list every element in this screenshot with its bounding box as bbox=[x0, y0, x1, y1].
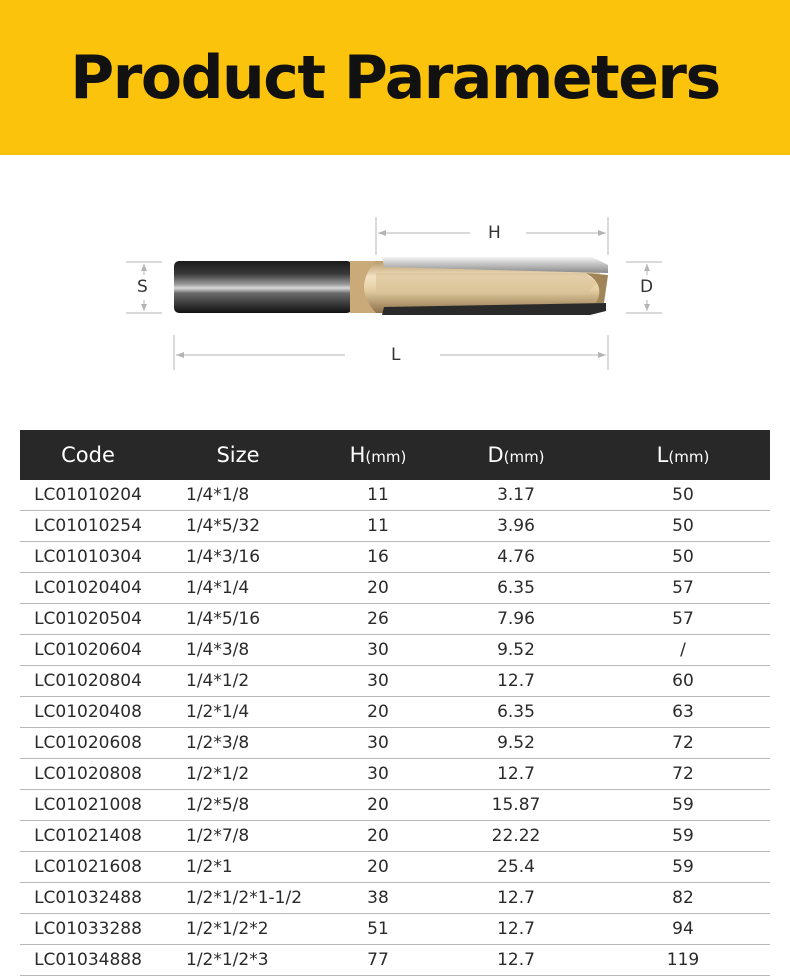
cell-d: 7.96 bbox=[497, 609, 535, 629]
cell-code: LC01021008 bbox=[34, 795, 142, 815]
cell-code: LC01020608 bbox=[34, 733, 142, 753]
header-banner bbox=[0, 0, 790, 155]
cell-size: 1/2*1 bbox=[186, 857, 233, 877]
cell-d: 6.35 bbox=[497, 578, 535, 598]
cell-size: 1/4*1/2 bbox=[186, 671, 250, 691]
table-body bbox=[20, 480, 770, 976]
column-header-l: L(mm) bbox=[656, 443, 710, 467]
table-row bbox=[20, 728, 770, 759]
cell-h: 20 bbox=[367, 857, 389, 877]
dimension-label-s: S bbox=[137, 277, 148, 297]
cell-l: 72 bbox=[672, 733, 694, 753]
cell-l: 119 bbox=[666, 950, 700, 970]
cell-code: LC01021408 bbox=[34, 826, 142, 846]
cell-h: 26 bbox=[367, 609, 389, 629]
cell-h: 38 bbox=[367, 888, 389, 908]
cell-l: 59 bbox=[672, 857, 694, 877]
cell-h: 30 bbox=[367, 733, 389, 753]
router-bit-diagram bbox=[0, 155, 790, 430]
dimension-label-h: H bbox=[488, 223, 501, 243]
cell-size: 1/4*1/4 bbox=[186, 578, 250, 598]
cell-size: 1/4*3/16 bbox=[186, 547, 261, 567]
cell-size: 1/2*7/8 bbox=[186, 826, 250, 846]
cell-h: 20 bbox=[367, 826, 389, 846]
cell-size: 1/4*1/8 bbox=[186, 485, 250, 505]
cell-code: LC01010254 bbox=[34, 516, 142, 536]
table-row bbox=[20, 635, 770, 666]
cell-size: 1/2*1/2*2 bbox=[186, 919, 269, 939]
table-row bbox=[20, 821, 770, 852]
table-row bbox=[20, 697, 770, 728]
cell-l: 59 bbox=[672, 795, 694, 815]
cell-d: 3.96 bbox=[497, 516, 535, 536]
table-row bbox=[20, 604, 770, 635]
cell-d: 12.7 bbox=[497, 888, 535, 908]
dimension-label-l: L bbox=[391, 345, 401, 365]
cell-l: 59 bbox=[672, 826, 694, 846]
cell-d: 12.7 bbox=[497, 671, 535, 691]
cell-h: 16 bbox=[367, 547, 389, 567]
parameters-table bbox=[20, 430, 770, 976]
column-header-d: D(mm) bbox=[487, 443, 545, 467]
cell-h: 11 bbox=[367, 485, 389, 505]
cell-d: 12.7 bbox=[497, 950, 535, 970]
cell-h: 20 bbox=[367, 578, 389, 598]
table-row bbox=[20, 573, 770, 604]
cell-h: 30 bbox=[367, 764, 389, 784]
cell-l: 60 bbox=[672, 671, 694, 691]
cell-l: 82 bbox=[672, 888, 694, 908]
cell-d: 22.22 bbox=[491, 826, 541, 846]
cell-code: LC01010304 bbox=[34, 547, 142, 567]
cell-code: LC01020804 bbox=[34, 671, 142, 691]
cell-d: 25.4 bbox=[497, 857, 535, 877]
cell-h: 30 bbox=[367, 640, 389, 660]
cell-l: 57 bbox=[672, 578, 694, 598]
cell-l: 57 bbox=[672, 609, 694, 629]
cell-size: 1/4*5/32 bbox=[186, 516, 261, 536]
table-row bbox=[20, 945, 770, 976]
cell-code: LC01021608 bbox=[34, 857, 142, 877]
router-bit-illustration bbox=[0, 155, 790, 430]
table-row bbox=[20, 790, 770, 821]
cell-code: LC01034888 bbox=[34, 950, 142, 970]
table-row bbox=[20, 914, 770, 945]
cell-l: / bbox=[680, 640, 686, 660]
cell-h: 20 bbox=[367, 795, 389, 815]
column-header-size: Size bbox=[216, 443, 260, 467]
cell-d: 6.35 bbox=[497, 702, 535, 722]
cell-d: 15.87 bbox=[491, 795, 541, 815]
cell-size: 1/2*3/8 bbox=[186, 733, 250, 753]
cell-code: LC01032488 bbox=[34, 888, 142, 908]
cell-l: 50 bbox=[672, 547, 694, 567]
cell-h: 11 bbox=[367, 516, 389, 536]
table-row bbox=[20, 480, 770, 511]
cell-code: LC01020604 bbox=[34, 640, 142, 660]
cell-d: 4.76 bbox=[497, 547, 535, 567]
cell-h: 51 bbox=[367, 919, 389, 939]
page-title: Product Parameters bbox=[70, 42, 720, 113]
table-header bbox=[20, 430, 770, 480]
column-header-h: H(mm) bbox=[349, 443, 407, 467]
cell-code: LC01010204 bbox=[34, 485, 142, 505]
column-header-code: Code bbox=[61, 443, 115, 467]
cell-size: 1/2*1/4 bbox=[186, 702, 250, 722]
cell-l: 50 bbox=[672, 485, 694, 505]
cell-code: LC01033288 bbox=[34, 919, 142, 939]
cell-size: 1/4*5/16 bbox=[186, 609, 261, 629]
cell-size: 1/2*1/2 bbox=[186, 764, 250, 784]
table-row bbox=[20, 542, 770, 573]
cell-d: 12.7 bbox=[497, 919, 535, 939]
cell-h: 30 bbox=[367, 671, 389, 691]
cell-h: 20 bbox=[367, 702, 389, 722]
table-row bbox=[20, 511, 770, 542]
cell-l: 94 bbox=[672, 919, 694, 939]
cell-l: 50 bbox=[672, 516, 694, 536]
cell-l: 63 bbox=[672, 702, 694, 722]
cell-code: LC01020404 bbox=[34, 578, 142, 598]
cell-code: LC01020408 bbox=[34, 702, 142, 722]
cell-d: 9.52 bbox=[497, 640, 535, 660]
cell-l: 72 bbox=[672, 764, 694, 784]
cell-h: 77 bbox=[367, 950, 389, 970]
dimension-label-d: D bbox=[640, 277, 654, 297]
cell-size: 1/2*1/2*1-1/2 bbox=[186, 888, 303, 908]
table-row bbox=[20, 883, 770, 914]
cell-d: 9.52 bbox=[497, 733, 535, 753]
table-row bbox=[20, 852, 770, 883]
table-row bbox=[20, 759, 770, 790]
cell-size: 1/2*1/2*3 bbox=[186, 950, 269, 970]
cell-size: 1/2*5/8 bbox=[186, 795, 250, 815]
cell-size: 1/4*3/8 bbox=[186, 640, 250, 660]
cell-d: 12.7 bbox=[497, 764, 535, 784]
cell-d: 3.17 bbox=[497, 485, 535, 505]
table-row bbox=[20, 666, 770, 697]
cell-code: LC01020504 bbox=[34, 609, 142, 629]
cell-code: LC01020808 bbox=[34, 764, 142, 784]
